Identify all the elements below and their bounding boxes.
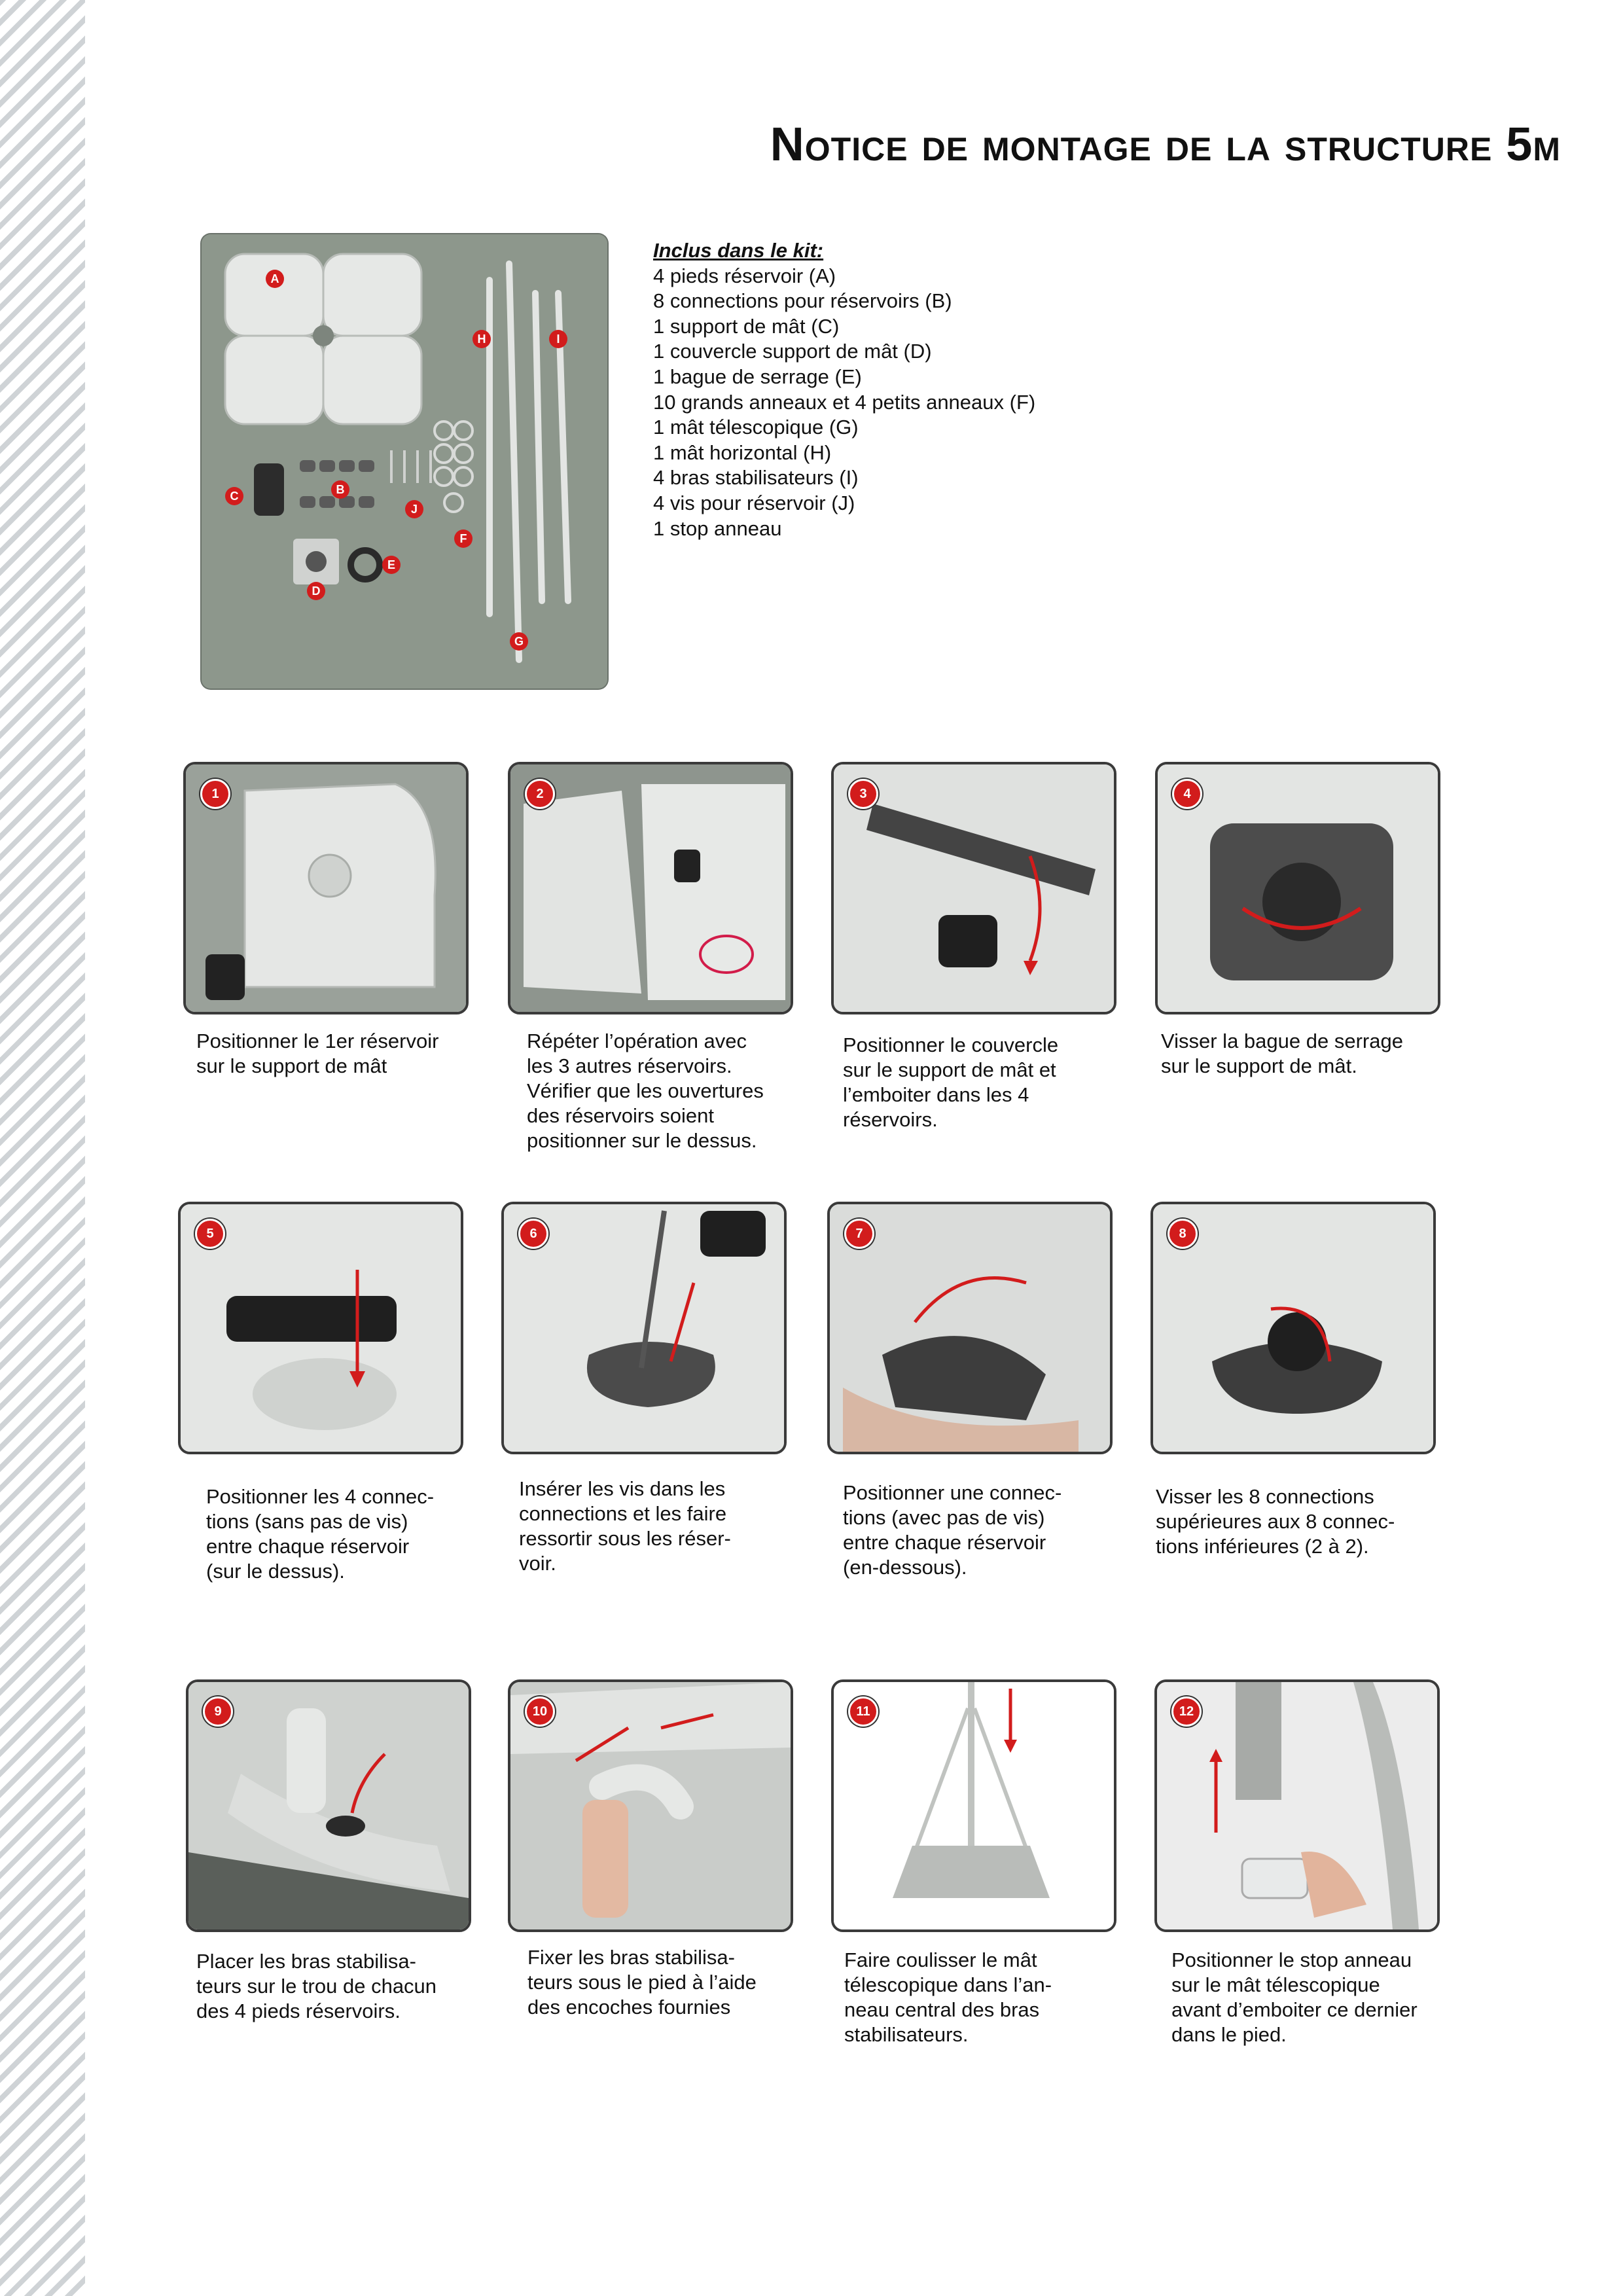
caption-line: positionner sur le dessus. <box>527 1129 757 1152</box>
kit-label-f: F <box>459 532 467 545</box>
caption-line: Positionner une connec- <box>843 1481 1062 1504</box>
step-5-photo <box>178 1202 463 1454</box>
caption-line: sur le support de mât et <box>843 1058 1056 1081</box>
caption-line: sur le support de mât. <box>1161 1054 1357 1077</box>
kit-item: 1 bague de serrage (E) <box>653 365 862 388</box>
caption-line: l’emboiter dans les 4 <box>843 1083 1029 1106</box>
step-10-caption <box>527 1945 815 2020</box>
step-10-photo <box>508 1679 793 1932</box>
caption-line: ressortir sous les réser- <box>519 1527 731 1550</box>
caption-line: avant d’emboiter ce dernier <box>1171 1998 1418 2021</box>
step-4-photo <box>1155 762 1440 1014</box>
step-9-number-badge: 9 <box>203 1696 233 1727</box>
step-8-caption <box>1156 1484 1444 1559</box>
step-2-number-badge: 2 <box>525 779 555 809</box>
caption-line: supérieures aux 8 connec- <box>1156 1510 1395 1533</box>
kit-label-g: G <box>514 635 524 648</box>
caption-line: des réservoirs soient <box>527 1104 715 1127</box>
caption-line: connections et les faire <box>519 1502 727 1525</box>
caption-line: Faire coulisser le mât <box>844 1948 1037 1971</box>
kit-label-e: E <box>387 558 396 571</box>
kit-label-a: A <box>270 272 279 285</box>
step-6-photo <box>501 1202 787 1454</box>
caption-line: stabilisateurs. <box>844 2023 969 2046</box>
kit-contents-list <box>653 238 1035 541</box>
caption-line: entre chaque réservoir <box>843 1531 1046 1554</box>
kit-item: 1 stop anneau <box>653 516 782 540</box>
kit-label-j: J <box>410 503 418 516</box>
step-4-caption <box>1161 1029 1449 1079</box>
kit-item: 1 mât horizontal (H) <box>653 440 832 464</box>
step-9-caption <box>196 1949 484 2024</box>
kit-item: 10 grands anneaux et 4 petits anneaux (F) <box>653 390 1036 414</box>
step-11-number-badge: 11 <box>848 1696 878 1727</box>
caption-line: télescopique dans l’an- <box>844 1973 1052 1996</box>
caption-line: Positionner le 1er réservoir <box>196 1030 439 1052</box>
step-1-number-badge: 1 <box>200 779 230 809</box>
step-2-caption <box>527 1029 815 1153</box>
kit-item: 1 support de mât (C) <box>653 314 840 338</box>
caption-line: Positionner les 4 connec- <box>206 1485 435 1508</box>
step-3-number-badge: 3 <box>848 779 878 809</box>
caption-line: (en-dessous). <box>843 1556 967 1579</box>
kit-label-i: I <box>556 332 560 346</box>
kit-item: 4 vis pour réservoir (J) <box>653 491 855 514</box>
caption-line: (sur le dessus). <box>206 1560 345 1583</box>
kit-item: 4 pieds réservoir (A) <box>653 264 836 287</box>
step-2-photo <box>508 762 793 1014</box>
kit-label-h: H <box>477 332 486 346</box>
caption-line: teurs sous le pied à l’aide <box>527 1971 757 1994</box>
caption-line: teurs sur le trou de chacun <box>196 1975 437 1998</box>
caption-line: réservoirs. <box>843 1108 938 1131</box>
caption-line: entre chaque réservoir <box>206 1535 410 1558</box>
kit-label-c: C <box>230 490 239 503</box>
step-9-photo <box>186 1679 471 1932</box>
caption-line: tions (sans pas de vis) <box>206 1510 408 1533</box>
caption-line: Répéter l’opération avec <box>527 1030 747 1052</box>
step-6-number-badge: 6 <box>518 1219 548 1249</box>
caption-line: les 3 autres réservoirs. <box>527 1054 732 1077</box>
step-3-caption <box>843 1033 1131 1132</box>
caption-line: des encoches fournies <box>527 1996 731 2018</box>
kit-contents-photo <box>202 234 607 689</box>
caption-line: sur le support de mât <box>196 1054 387 1077</box>
kit-label-b: B <box>336 483 345 496</box>
page-title: Notice de montage de la structure 5m <box>770 118 1561 171</box>
caption-line: tions (avec pas de vis) <box>843 1506 1045 1529</box>
step-12-number-badge: 12 <box>1171 1696 1202 1727</box>
caption-line: Positionner le couvercle <box>843 1033 1059 1056</box>
step-6-caption <box>519 1477 807 1576</box>
caption-line: neau central des bras <box>844 1998 1040 2021</box>
step-1-photo <box>183 762 469 1014</box>
step-11-caption <box>844 1948 1132 2047</box>
caption-line: dans le pied. <box>1171 2023 1287 2046</box>
caption-line: Positionner le stop anneau <box>1171 1948 1412 1971</box>
step-1-caption <box>196 1029 484 1079</box>
caption-line: Insérer les vis dans les <box>519 1477 726 1500</box>
decorative-side-stripe <box>0 0 85 2296</box>
step-8-photo <box>1150 1202 1436 1454</box>
kit-item: 1 couvercle support de mât (D) <box>653 340 932 363</box>
caption-line: Fixer les bras stabilisa- <box>527 1946 735 1969</box>
caption-line: Vérifier que les ouvertures <box>527 1079 764 1102</box>
step-7-caption <box>843 1480 1131 1580</box>
caption-line: Placer les bras stabilisa- <box>196 1950 416 1973</box>
step-4-number-badge: 4 <box>1172 779 1202 809</box>
step-7-number-badge: 7 <box>844 1219 874 1249</box>
kit-heading: Inclus dans le kit: <box>653 239 824 262</box>
kit-item: 4 bras stabilisateurs (I) <box>653 466 859 490</box>
caption-line: Visser la bague de serrage <box>1161 1030 1403 1052</box>
caption-line: tions inférieures (2 à 2). <box>1156 1535 1369 1558</box>
step-12-photo <box>1154 1679 1440 1932</box>
kit-photo-illustration <box>202 234 607 689</box>
step-7-photo <box>827 1202 1113 1454</box>
caption-line: sur le mât télescopique <box>1171 1973 1380 1996</box>
step-12-caption <box>1171 1948 1459 2047</box>
step-11-photo <box>831 1679 1116 1932</box>
kit-label-d: D <box>312 584 321 598</box>
step-8-number-badge: 8 <box>1168 1219 1198 1249</box>
caption-line: voir. <box>519 1552 556 1575</box>
step-10-number-badge: 10 <box>525 1696 555 1727</box>
step-3-photo <box>831 762 1116 1014</box>
kit-item: 1 mât télescopique (G) <box>653 416 859 439</box>
step-5-number-badge: 5 <box>195 1219 225 1249</box>
kit-item: 8 connections pour réservoirs (B) <box>653 289 952 313</box>
step-5-caption <box>206 1484 494 1584</box>
caption-line: Visser les 8 connections <box>1156 1485 1374 1508</box>
caption-line: des 4 pieds réservoirs. <box>196 2000 401 2022</box>
